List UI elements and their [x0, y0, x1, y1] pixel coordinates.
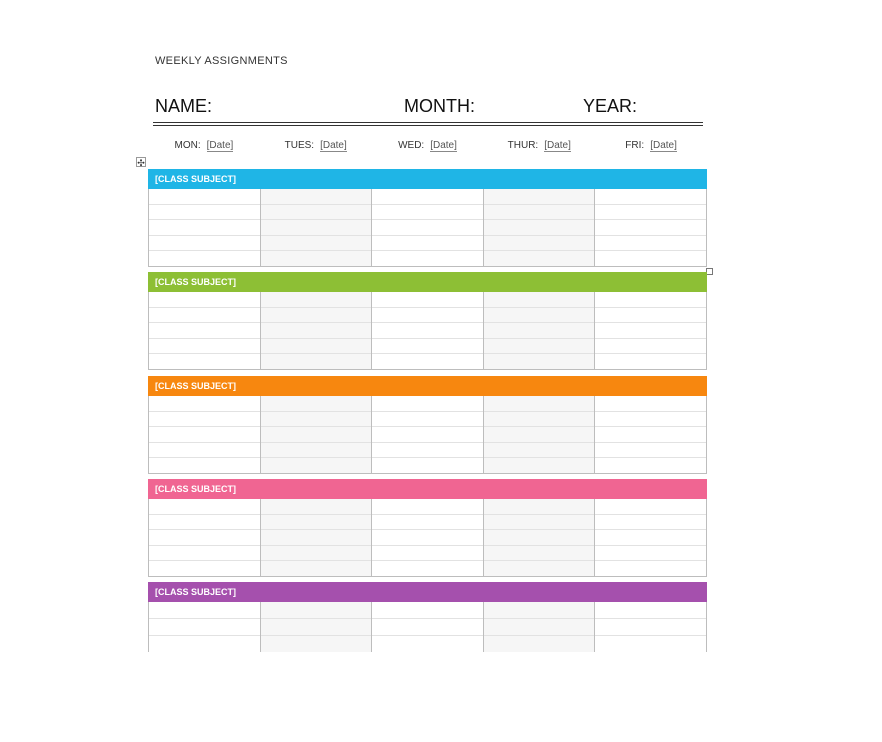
subject-block — [148, 479, 707, 577]
day-date-field[interactable]: [Date] — [430, 140, 457, 151]
assignment-line[interactable] — [484, 251, 595, 266]
assignment-line[interactable] — [149, 220, 260, 236]
day-column — [484, 189, 596, 266]
day-column — [372, 189, 484, 266]
assignment-line[interactable] — [261, 220, 372, 236]
assignment-line[interactable] — [372, 396, 483, 412]
assignment-line[interactable] — [484, 458, 595, 473]
assignment-line[interactable] — [595, 236, 706, 252]
assignment-line[interactable] — [372, 251, 483, 266]
month-label[interactable]: MONTH: — [404, 96, 475, 116]
assignment-line[interactable] — [484, 236, 595, 252]
assignment-line[interactable] — [372, 189, 483, 205]
assignment-line[interactable] — [261, 412, 372, 428]
assignment-line[interactable] — [149, 292, 260, 308]
day-date-field[interactable]: [Date] — [544, 140, 571, 151]
day-date-field[interactable]: [Date] — [320, 140, 347, 151]
assignment-grid — [148, 602, 707, 652]
day-date-field[interactable]: [Date] — [650, 140, 677, 151]
assignment-line[interactable] — [595, 205, 706, 221]
assignment-line[interactable] — [595, 636, 706, 652]
days-row — [148, 140, 707, 156]
assignment-line[interactable] — [372, 220, 483, 236]
assignment-line[interactable] — [149, 339, 260, 355]
subject-block — [148, 376, 707, 474]
assignment-line[interactable] — [484, 427, 595, 443]
assignment-line[interactable] — [595, 546, 706, 562]
day-column — [149, 292, 261, 369]
assignment-line[interactable] — [261, 619, 372, 636]
assignment-line[interactable] — [372, 636, 483, 652]
assignment-line[interactable] — [372, 561, 483, 576]
day-column — [261, 602, 373, 652]
subject-block — [148, 272, 707, 370]
assignment-line[interactable] — [149, 412, 260, 428]
table-resize-handle[interactable] — [706, 268, 713, 275]
day-column — [484, 292, 596, 369]
assignment-line[interactable] — [484, 619, 595, 636]
assignment-line[interactable] — [372, 443, 483, 459]
day-label: THUR: — [507, 140, 539, 151]
header-fields — [155, 96, 703, 120]
day-column — [484, 602, 596, 652]
assignment-line[interactable] — [595, 602, 706, 619]
subject-block — [148, 169, 707, 267]
header-rule-top — [153, 122, 703, 123]
day-label: WED: — [398, 140, 425, 151]
day-friday — [595, 140, 707, 156]
assignment-line[interactable] — [149, 236, 260, 252]
assignment-line[interactable] — [372, 339, 483, 355]
day-tuesday — [260, 140, 372, 156]
assignment-line[interactable] — [149, 602, 260, 619]
assignment-line[interactable] — [149, 561, 260, 576]
day-column — [595, 396, 706, 473]
assignment-line[interactable] — [372, 205, 483, 221]
assignment-line[interactable] — [261, 205, 372, 221]
assignment-line[interactable] — [261, 292, 372, 308]
assignment-line[interactable] — [261, 427, 372, 443]
assignment-line[interactable] — [484, 396, 595, 412]
assignment-line[interactable] — [149, 396, 260, 412]
year-label[interactable]: YEAR: — [583, 96, 638, 116]
class-subject-header[interactable]: [CLASS SUBJECT] — [148, 169, 707, 189]
assignment-line[interactable] — [595, 458, 706, 473]
assignment-line[interactable] — [595, 308, 706, 324]
day-column — [261, 292, 373, 369]
assignment-line[interactable] — [595, 220, 706, 236]
day-column — [149, 499, 261, 576]
assignment-line[interactable] — [149, 251, 260, 266]
assignment-grid — [148, 189, 707, 267]
move-icon[interactable]: ✣ — [137, 158, 145, 168]
assignment-line[interactable] — [261, 308, 372, 324]
assignment-line[interactable] — [484, 602, 595, 619]
assignment-line[interactable] — [261, 458, 372, 473]
assignment-line[interactable] — [149, 636, 260, 652]
assignment-line[interactable] — [261, 561, 372, 576]
assignment-line[interactable] — [149, 546, 260, 562]
header-rule-bottom — [153, 125, 703, 126]
assignment-line[interactable] — [484, 499, 595, 515]
assignment-line[interactable] — [149, 427, 260, 443]
assignment-line[interactable] — [484, 292, 595, 308]
assignment-line[interactable] — [149, 354, 260, 369]
day-thursday — [483, 140, 595, 156]
assignment-line[interactable] — [261, 602, 372, 619]
day-column — [484, 499, 596, 576]
assignment-line[interactable] — [372, 323, 483, 339]
day-label: TUES: — [284, 140, 315, 151]
day-column — [595, 292, 706, 369]
assignment-line[interactable] — [149, 499, 260, 515]
assignment-line[interactable] — [484, 546, 595, 562]
assignment-line[interactable] — [595, 427, 706, 443]
day-column — [595, 499, 706, 576]
assignment-line[interactable] — [484, 339, 595, 355]
day-label: FRI: — [625, 140, 645, 151]
assignment-line[interactable] — [484, 412, 595, 428]
day-column — [484, 396, 596, 473]
day-date-field[interactable]: [Date] — [206, 140, 234, 151]
assignment-line[interactable] — [261, 443, 372, 459]
day-column — [261, 189, 373, 266]
assignment-line[interactable] — [261, 636, 372, 652]
assignment-line[interactable] — [595, 292, 706, 308]
assignment-line[interactable] — [372, 619, 483, 636]
assignment-line[interactable] — [372, 354, 483, 369]
assignment-line[interactable] — [595, 189, 706, 205]
assignment-line[interactable] — [261, 499, 372, 515]
assignment-line[interactable] — [261, 251, 372, 266]
assignment-grid — [148, 396, 707, 474]
day-column — [149, 189, 261, 266]
assignment-line[interactable] — [149, 619, 260, 636]
document-title: WEEKLY ASSIGNMENTS — [155, 55, 288, 67]
assignment-line[interactable] — [149, 323, 260, 339]
assignment-line[interactable] — [149, 189, 260, 205]
assignment-line[interactable] — [261, 354, 372, 369]
assignment-line[interactable] — [484, 636, 595, 652]
assignment-line[interactable] — [261, 236, 372, 252]
assignment-line[interactable] — [595, 619, 706, 636]
assignment-line[interactable] — [484, 515, 595, 531]
assignment-line[interactable] — [484, 530, 595, 546]
assignment-grid — [148, 292, 707, 370]
assignment-line[interactable] — [484, 561, 595, 576]
assignment-line[interactable] — [484, 443, 595, 459]
assignment-line[interactable] — [149, 205, 260, 221]
assignment-line[interactable] — [372, 412, 483, 428]
day-column — [149, 602, 261, 652]
class-subject-header[interactable]: [CLASS SUBJECT] — [148, 479, 707, 499]
day-wednesday — [372, 140, 484, 156]
assignment-line[interactable] — [595, 396, 706, 412]
assignment-line[interactable] — [484, 220, 595, 236]
assignment-line[interactable] — [595, 499, 706, 515]
day-column — [261, 499, 373, 576]
assignment-line[interactable] — [372, 515, 483, 531]
assignment-line[interactable] — [372, 546, 483, 562]
assignment-grid — [148, 499, 707, 577]
assignment-line[interactable] — [372, 236, 483, 252]
assignment-line[interactable] — [261, 323, 372, 339]
assignment-line[interactable] — [484, 308, 595, 324]
assignment-line[interactable] — [484, 323, 595, 339]
day-column — [149, 396, 261, 473]
assignment-line[interactable] — [372, 308, 483, 324]
day-label: MON: — [174, 140, 201, 151]
class-subject-header[interactable]: [CLASS SUBJECT] — [148, 272, 707, 292]
assignment-line[interactable] — [595, 561, 706, 576]
assignment-line[interactable] — [261, 515, 372, 531]
assignment-line[interactable] — [372, 530, 483, 546]
assignment-line[interactable] — [261, 189, 372, 205]
day-column — [372, 499, 484, 576]
name-label[interactable]: NAME: — [155, 96, 213, 116]
assignment-line[interactable] — [372, 427, 483, 443]
assignment-line[interactable] — [595, 323, 706, 339]
day-monday — [148, 140, 260, 156]
class-subject-header[interactable]: [CLASS SUBJECT] — [148, 582, 707, 602]
subject-block — [148, 582, 707, 652]
day-column — [595, 189, 706, 266]
assignment-line[interactable] — [149, 515, 260, 531]
assignment-line[interactable] — [261, 530, 372, 546]
assignment-line[interactable] — [149, 443, 260, 459]
day-column — [261, 396, 373, 473]
assignment-line[interactable] — [149, 458, 260, 473]
class-subject-header[interactable]: [CLASS SUBJECT] — [148, 376, 707, 396]
assignment-line[interactable] — [372, 292, 483, 308]
assignment-line[interactable] — [595, 339, 706, 355]
assignment-line[interactable] — [595, 530, 706, 546]
assignment-line[interactable] — [595, 443, 706, 459]
assignment-line[interactable] — [261, 396, 372, 412]
assignment-line[interactable] — [372, 602, 483, 619]
day-column — [372, 396, 484, 473]
assignment-line[interactable] — [595, 251, 706, 266]
day-column — [372, 292, 484, 369]
assignment-line[interactable] — [595, 354, 706, 369]
assignment-line[interactable] — [484, 205, 595, 221]
assignment-line[interactable] — [149, 530, 260, 546]
assignment-line[interactable] — [261, 339, 372, 355]
assignment-line[interactable] — [149, 308, 260, 324]
day-column — [595, 602, 706, 652]
assignment-line[interactable] — [595, 515, 706, 531]
assignment-line[interactable] — [484, 189, 595, 205]
assignment-line[interactable] — [595, 412, 706, 428]
day-column — [372, 602, 484, 652]
assignment-line[interactable] — [261, 546, 372, 562]
assignment-line[interactable] — [484, 354, 595, 369]
assignment-line[interactable] — [372, 458, 483, 473]
assignment-line[interactable] — [372, 499, 483, 515]
